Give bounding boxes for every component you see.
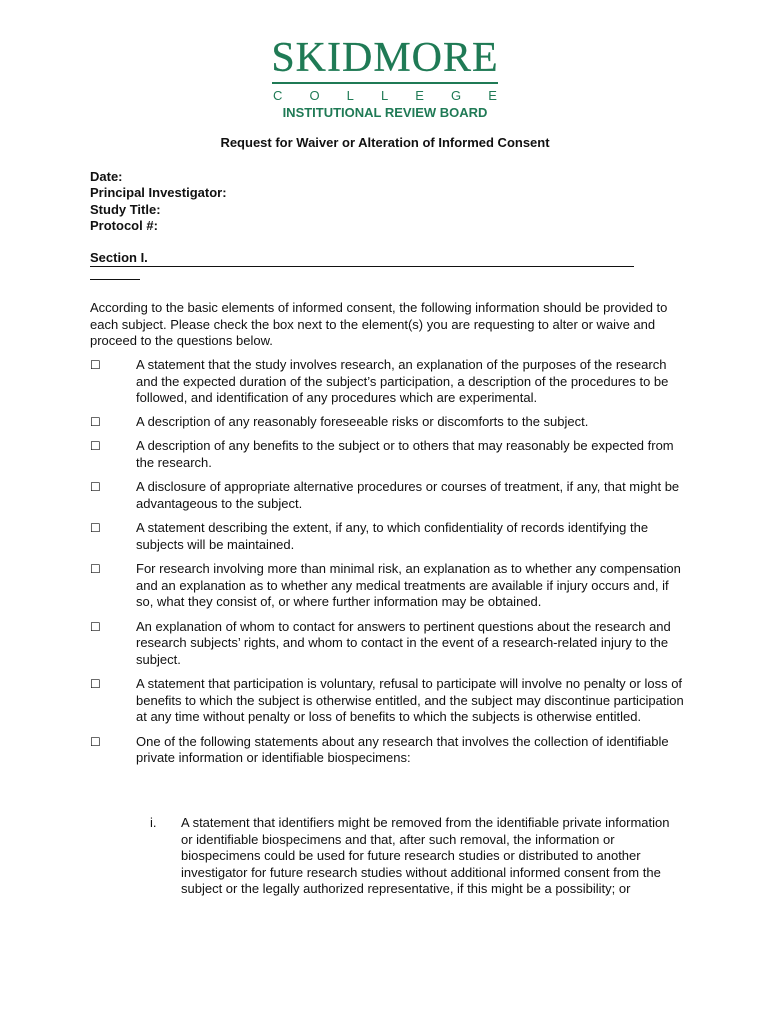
- checkbox[interactable]: ☐: [90, 414, 101, 429]
- section-heading: Section I.: [90, 250, 634, 267]
- logo-letter: L: [380, 88, 389, 103]
- logo-letter: E: [488, 88, 497, 103]
- sub-item: [150, 815, 670, 898]
- elements-list: [90, 357, 690, 767]
- logo-letter: G: [451, 88, 462, 103]
- logo-college-letters: [273, 88, 497, 104]
- intro-paragraph: According to the basic elements of informed consent, the following information should be provided to each subject. Please check the box next to the element(s) you are requesting to alter or waive and proceed to the questions below.: [90, 300, 668, 348]
- checkbox[interactable]: ☐: [90, 521, 101, 535]
- protocol-field-label: Protocol #:: [90, 217, 158, 233]
- element-item: [90, 414, 690, 431]
- checkbox[interactable]: ☐: [90, 480, 101, 494]
- element-text: An explanation of whom to contact for answers to pertinent questions about the research and research subjects’ rights, and whom to contact in the event of a research-related injury to the subject.: [136, 618, 671, 667]
- element-text: A statement that participation is voluntary, refusal to participate will involve no penalty or loss of benefits to which the subject is otherwise entitled, and the subject may discontinue participation at any time without penalty or loss of benefits to which the subjects is otherwise entitled.: [136, 676, 684, 724]
- element-text: A description of any reasonably foreseeable risks or discomforts to the subject.: [136, 413, 589, 429]
- element-item: [90, 438, 690, 471]
- study-title-field-label: Study Title:: [90, 201, 161, 217]
- form-title: Request for Waiver or Alteration of Informed Consent: [220, 135, 550, 150]
- element-item: [90, 619, 690, 669]
- form-fields: [90, 169, 227, 234]
- checkbox[interactable]: ☐: [90, 677, 101, 691]
- element-text: For research involving more than minimal risk, an explanation as to whether any compensation and an explanation as to whether any medical treatments are available if injury occurs and, if so, what they consist of, or where further information may be obtained.: [136, 561, 681, 609]
- element-item: [90, 734, 690, 767]
- date-field-label: Date:: [90, 169, 123, 184]
- skidmore-logo: [0, 36, 770, 121]
- checkbox[interactable]: ☐: [90, 439, 101, 453]
- logo-letter: L: [346, 88, 354, 103]
- board-name: INSTITUTIONAL REVIEW BOARD: [282, 105, 488, 120]
- element-item: [90, 676, 690, 726]
- element-text: One of the following statements about any research that involves the collection of identifiable private information or identifiable biospecimens:: [136, 733, 669, 765]
- checkbox[interactable]: ☐: [90, 358, 101, 372]
- sub-item-text: A statement that identifiers might be removed from the identifiable private information or identifiable biospecimens and that, after such removal, the information or biospecimens could be used for future research studies or distributed to another investigator for future research studies without additional informed consent from the subject or the legally authorized representative, if this might be a possibility; or: [181, 815, 670, 896]
- checkbox[interactable]: ☐: [90, 734, 101, 749]
- logo-letter: E: [415, 88, 424, 103]
- element-text: A statement that the study involves research, an explanation of the purposes of the research and the expected duration of the subject’s participation, a description of the procedures to be followed, and identification of any procedures which are experimental.: [136, 357, 669, 405]
- logo-wordmark: SKIDMORE: [271, 35, 499, 81]
- element-text: A disclosure of appropriate alternative procedures or courses of treatment, if any, that might be advantageous to the subject.: [136, 479, 680, 511]
- logo-rule: [272, 82, 498, 84]
- element-text: A statement describing the extent, if any, to which confidentiality of records identifying the subjects will be maintained.: [136, 520, 649, 552]
- pi-field-label: Principal Investigator:: [90, 185, 227, 201]
- element-item: [90, 520, 690, 553]
- checkbox[interactable]: ☐: [90, 619, 101, 634]
- logo-letter: O: [309, 88, 320, 103]
- logo-letter: C: [273, 88, 283, 103]
- element-text: A description of any benefits to the subject or to others that may reasonably be expected from the research.: [136, 438, 674, 470]
- element-item: [90, 561, 690, 611]
- sub-item-number: i.: [150, 815, 157, 830]
- element-item: [90, 357, 690, 407]
- checkbox[interactable]: ☐: [90, 562, 101, 576]
- section-underline-tail: [90, 279, 140, 280]
- element-item: [90, 479, 690, 512]
